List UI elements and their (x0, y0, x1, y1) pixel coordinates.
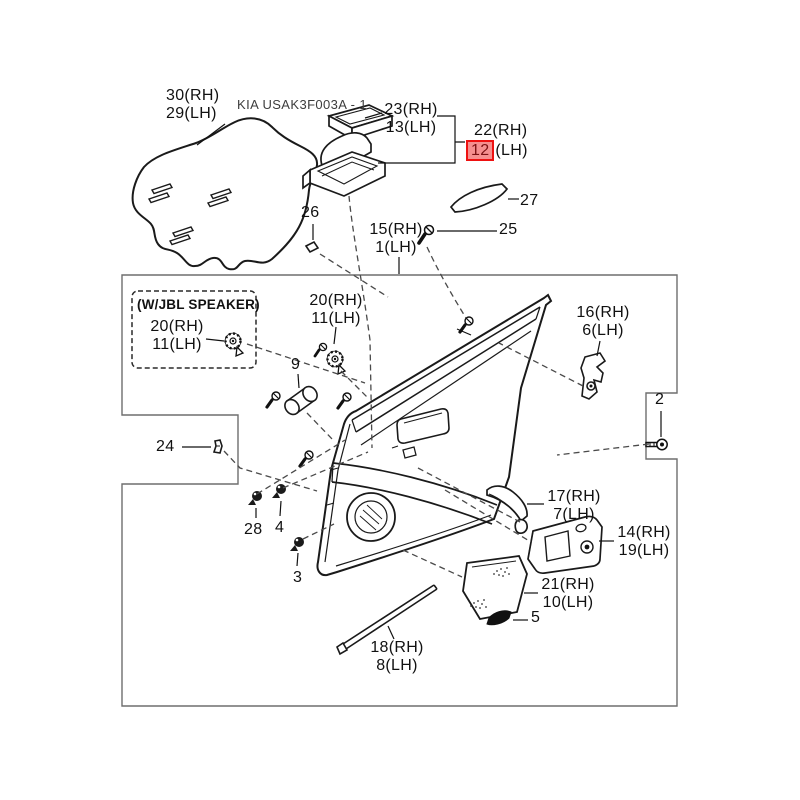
pull-handle-bezel-part (528, 516, 602, 573)
label-part-5: 5 (531, 609, 541, 626)
clip-24-part (214, 440, 222, 453)
clip-26-part (306, 242, 318, 252)
screw-c (300, 451, 313, 466)
label-part-9: 9 (291, 356, 301, 373)
label-part-28: 28 (244, 521, 263, 538)
tweeter-part (328, 352, 346, 375)
screw-a (267, 392, 280, 407)
grommet-4 (272, 484, 286, 498)
label-part-30-29: 30(RH) 29(LH) (166, 87, 220, 122)
screw-d (315, 343, 327, 356)
jbl-box-title: (W/JBL SPEAKER) (137, 297, 260, 312)
label-part-17-7: 17(RH) 7(LH) (547, 488, 601, 523)
door-pull-part (282, 384, 320, 418)
screw-panel-top (457, 317, 473, 335)
tweeter-jbl-part (226, 334, 244, 357)
label-part-4: 4 (275, 519, 285, 536)
label-part-15-1: 15(RH) 1(LH) (369, 221, 423, 256)
label-part-25: 25 (499, 221, 518, 238)
bracket-part (581, 353, 605, 399)
highlighted-part-number: 12 (466, 140, 494, 161)
label-part-22-12: 22(RH) 12 (LH) (466, 122, 528, 161)
label-part-16-6: 16(RH) 6(LH) (576, 304, 630, 339)
grommet-3 (290, 537, 304, 551)
corner-trim-part (463, 556, 527, 619)
label-part-23-13: 23(RH) 13(LH) (384, 101, 438, 136)
switch-bezel-part (303, 133, 385, 196)
label-jbl-20-11: 20(RH) 11(LH) (150, 318, 204, 353)
label-part-14-19: 14(RH) 19(LH) (617, 524, 671, 559)
label-part-18-8: 18(RH) 8(LH) (370, 639, 424, 674)
label-part-24: 24 (156, 438, 175, 455)
trim-wedge-part (451, 184, 507, 212)
label-part-27: 27 (520, 192, 539, 209)
label-part-26: 26 (301, 204, 320, 221)
bolt-part (646, 439, 667, 449)
screw-b (338, 393, 351, 408)
watershield-part (133, 118, 320, 269)
label-part-2: 2 (655, 391, 665, 408)
label-part-3: 3 (293, 569, 303, 586)
watermark-text: KIA USAK3F003A - 1 (237, 97, 368, 112)
label-part-21-10: 21(RH) 10(LH) (541, 576, 595, 611)
handle-cover-part (487, 486, 527, 533)
label-part-20-11: 20(RH) 11(LH) (309, 292, 363, 327)
grommet-28 (248, 491, 262, 505)
